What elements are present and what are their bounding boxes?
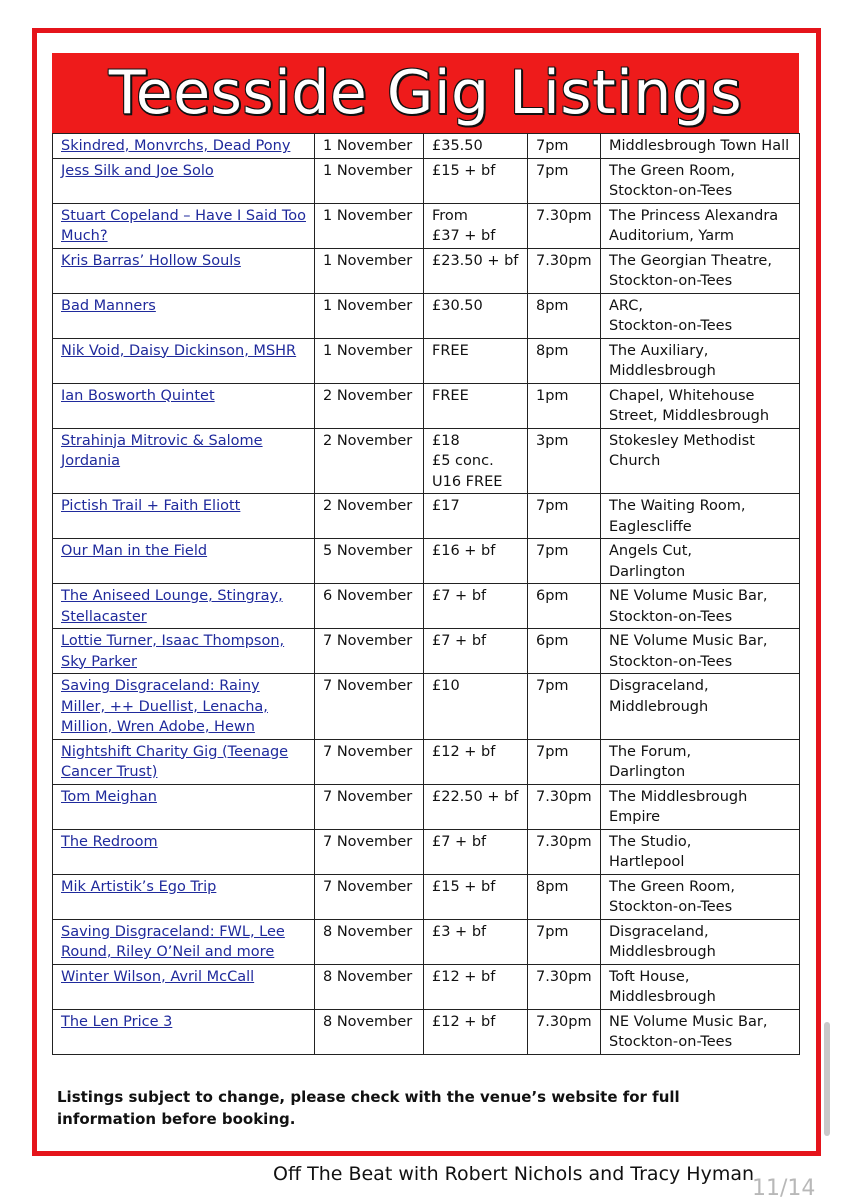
gig-time: 7.30pm — [536, 1013, 592, 1030]
gig-price-cell — [424, 383, 528, 428]
gig-date-cell — [315, 539, 424, 584]
gig-price: £12 + bf — [432, 968, 496, 985]
gig-price-cell — [424, 784, 528, 829]
gig-venue-cell — [601, 203, 800, 248]
title-banner — [52, 53, 799, 133]
gig-time-cell — [528, 629, 601, 674]
gig-venue: The Middlesbrough Empire — [609, 788, 748, 825]
table-row — [53, 494, 800, 539]
gig-venue-cell — [601, 964, 800, 1009]
gig-price: £17 — [432, 498, 460, 514]
gig-act-cell — [53, 203, 315, 248]
table-row — [53, 784, 800, 829]
gig-price-cell — [424, 739, 528, 784]
gig-price: £18 £5 conc. U16 FREE — [432, 432, 503, 490]
gig-act-cell — [53, 494, 315, 539]
gig-time: 3pm — [536, 432, 569, 449]
gig-time: 7pm — [536, 923, 569, 940]
gig-venue: Stokesley Methodist Church — [609, 432, 755, 469]
gig-act-cell — [53, 919, 315, 964]
gig-date-cell — [315, 674, 424, 740]
gig-price-cell — [424, 428, 528, 494]
gig-venue: The Green Room, Stockton-on-Tees — [609, 878, 735, 915]
gig-price-cell — [424, 293, 528, 338]
gig-venue: Angels Cut, Darlington — [609, 543, 693, 580]
gig-date-cell — [315, 428, 424, 494]
table-row — [53, 874, 800, 919]
gig-date: 6 November — [323, 588, 413, 604]
gig-act-cell — [53, 248, 315, 293]
gig-venue-cell — [601, 629, 800, 674]
gig-act-cell — [53, 134, 315, 159]
page-number: 11/14 — [752, 1176, 816, 1200]
gig-venue-cell — [601, 584, 800, 629]
gig-date: 1 November — [323, 297, 413, 314]
gig-date-cell — [315, 829, 424, 874]
gig-date: 7 November — [323, 633, 413, 649]
gig-date: 1 November — [323, 162, 413, 179]
gig-venue: The Waiting Room, Eaglescliffe — [609, 498, 746, 535]
gig-venue: Toft House, Middlesbrough — [609, 968, 716, 1005]
gig-venue-cell — [601, 383, 800, 428]
gig-time-cell — [528, 248, 601, 293]
gig-date-cell — [315, 1009, 424, 1054]
gig-venue: The Green Room, Stockton-on-Tees — [609, 162, 735, 199]
gig-date: 2 November — [323, 432, 413, 449]
gig-date-cell — [315, 383, 424, 428]
gig-table-body — [53, 134, 800, 1055]
gig-time-cell — [528, 584, 601, 629]
gig-time-cell — [528, 919, 601, 964]
gig-date: 7 November — [323, 788, 413, 805]
gig-act-link[interactable]: Tom Meighan — [61, 788, 157, 805]
gig-time: 7pm — [536, 138, 569, 154]
gig-time: 8pm — [536, 342, 569, 359]
gig-time-cell — [528, 494, 601, 539]
table-row — [53, 584, 800, 629]
gig-price-cell — [424, 874, 528, 919]
gig-price: From £37 + bf — [432, 207, 496, 244]
gig-venue: NE Volume Music Bar, Stockton-on-Tees — [609, 588, 768, 625]
gig-venue: The Forum, Darlington — [609, 743, 692, 780]
gig-time-cell — [528, 874, 601, 919]
gig-act-cell — [53, 539, 315, 584]
table-row — [53, 1009, 800, 1054]
gig-time-cell — [528, 964, 601, 1009]
table-row — [53, 829, 800, 874]
gig-act-cell — [53, 428, 315, 494]
gig-price-cell — [424, 829, 528, 874]
gig-act-link[interactable]: Ian Bosworth Quintet — [61, 387, 215, 404]
gig-venue-cell — [601, 784, 800, 829]
gig-date: 1 November — [323, 252, 413, 269]
gig-act-cell — [53, 293, 315, 338]
gig-price-cell — [424, 248, 528, 293]
gig-time-cell — [528, 383, 601, 428]
gig-date: 5 November — [323, 543, 413, 559]
gig-act-link[interactable]: Lottie Turner, Isaac Thompson, Sky Parker — [61, 633, 285, 670]
gig-time: 7pm — [536, 162, 569, 179]
footer-credit: Off The Beat with Robert Nichols and Tracy Hyman — [273, 1163, 755, 1185]
gig-price: £15 + bf — [432, 878, 496, 895]
gig-date-cell — [315, 919, 424, 964]
gig-date-cell — [315, 739, 424, 784]
table-row — [53, 383, 800, 428]
gig-price-cell — [424, 1009, 528, 1054]
gig-act-link[interactable]: The Aniseed Lounge, Stingray, Stellacaster — [61, 588, 283, 625]
gig-time-cell — [528, 739, 601, 784]
gig-act-cell — [53, 629, 315, 674]
gig-venue: Chapel, Whitehouse Street, Middlesbrough — [609, 387, 770, 424]
gig-date: 8 November — [323, 968, 413, 985]
gig-act-cell — [53, 1009, 315, 1054]
gig-act-link[interactable]: The Len Price 3 — [61, 1013, 173, 1030]
table-row — [53, 293, 800, 338]
gig-venue-cell — [601, 919, 800, 964]
gig-act-link[interactable]: Saving Disgraceland: Rainy Miller, ++ Duellist, Lenacha, Million, Wren Adobe, Hewn — [61, 678, 268, 735]
gig-price-cell — [424, 158, 528, 203]
gig-time-cell — [528, 539, 601, 584]
gig-date: 8 November — [323, 1013, 413, 1030]
gig-price: £10 — [432, 678, 460, 694]
gig-venue: The Auxiliary, Middlesbrough — [609, 342, 716, 379]
gig-time: 7.30pm — [536, 968, 592, 985]
gig-date: 7 November — [323, 678, 413, 694]
gig-time-cell — [528, 829, 601, 874]
gig-venue-cell — [601, 293, 800, 338]
gig-time: 7pm — [536, 743, 569, 760]
gig-venue: Disgraceland, Middlebrough — [609, 678, 709, 715]
gig-venue: ARC, Stockton-on-Tees — [609, 297, 733, 334]
gig-venue: Disgraceland, Middlesbrough — [609, 923, 716, 960]
gig-act-link[interactable]: Nik Void, Daisy Dickinson, MSHR — [61, 342, 297, 359]
gig-time: 7pm — [536, 498, 569, 514]
gig-time-cell — [528, 1009, 601, 1054]
gig-venue-cell — [601, 494, 800, 539]
gig-act-link[interactable]: Stuart Copeland – Have I Said Too Much? — [61, 207, 306, 244]
gig-act-cell — [53, 383, 315, 428]
gig-venue-cell — [601, 158, 800, 203]
disclaimer: Listings subject to change, please check with the venue’s website for full information before booking. — [57, 1088, 680, 1128]
gig-date-cell — [315, 293, 424, 338]
gig-venue-cell — [601, 874, 800, 919]
gig-act-link[interactable]: Pictish Trail + Faith Eliott — [61, 498, 241, 514]
gig-act-cell — [53, 674, 315, 740]
gig-time: 7.30pm — [536, 788, 592, 805]
gig-price-cell — [424, 584, 528, 629]
gig-date: 2 November — [323, 498, 413, 514]
gig-price: £7 + bf — [432, 588, 487, 604]
gig-venue: The Princess Alexandra Auditorium, Yarm — [609, 207, 779, 244]
gig-act-link[interactable]: Bad Manners — [61, 297, 156, 314]
gig-time: 8pm — [536, 878, 569, 895]
table-row — [53, 629, 800, 674]
table-row — [53, 134, 800, 159]
gig-venue: The Georgian Theatre, Stockton-on-Tees — [609, 252, 772, 289]
gig-venue-cell — [601, 674, 800, 740]
gig-time: 6pm — [536, 633, 569, 649]
gig-venue: NE Volume Music Bar, Stockton-on-Tees — [609, 1013, 768, 1050]
gig-date: 1 November — [323, 207, 413, 224]
gig-act-link[interactable]: Strahinja Mitrovic & Salome Jordania — [61, 432, 263, 469]
gig-act-link[interactable]: Saving Disgraceland: FWL, Lee Round, Riley O’Neil and more — [61, 923, 285, 960]
gig-venue-cell — [601, 539, 800, 584]
gig-price: £3 + bf — [432, 923, 487, 940]
gig-price: £12 + bf — [432, 743, 496, 760]
gig-act-cell — [53, 784, 315, 829]
gig-date-cell — [315, 134, 424, 159]
table-row — [53, 739, 800, 784]
gig-price-cell — [424, 964, 528, 1009]
table-row — [53, 919, 800, 964]
gig-act-cell — [53, 338, 315, 383]
gig-act-link[interactable]: Skindred, Monvrchs, Dead Pony — [61, 138, 291, 154]
gig-price-cell — [424, 674, 528, 740]
gig-date: 1 November — [323, 342, 413, 359]
gig-table — [52, 133, 800, 1055]
gig-date: 1 November — [323, 138, 413, 154]
gig-act-link[interactable]: The Redroom — [61, 833, 158, 850]
gig-time: 1pm — [536, 387, 569, 404]
gig-act-link[interactable]: Our Man in the Field — [61, 543, 208, 559]
gig-venue-cell — [601, 428, 800, 494]
gig-date-cell — [315, 203, 424, 248]
gig-date: 7 November — [323, 743, 413, 760]
gig-time-cell — [528, 293, 601, 338]
gig-price-cell — [424, 134, 528, 159]
gig-price-cell — [424, 494, 528, 539]
gig-time: 7.30pm — [536, 252, 592, 269]
gig-price: FREE — [432, 387, 469, 404]
gig-act-cell — [53, 964, 315, 1009]
gig-act-link[interactable]: Jess Silk and Joe Solo — [61, 162, 214, 179]
gig-act-link[interactable]: Winter Wilson, Avril McCall — [61, 968, 255, 985]
gig-date-cell — [315, 964, 424, 1009]
gig-price: £35.50 — [432, 138, 483, 154]
gig-venue-cell — [601, 248, 800, 293]
gig-date-cell — [315, 338, 424, 383]
gig-price: £7 + bf — [432, 833, 487, 850]
gig-price: £30.50 — [432, 297, 483, 314]
gig-time-cell — [528, 674, 601, 740]
gig-date: 7 November — [323, 833, 413, 850]
gig-time: 7pm — [536, 543, 569, 559]
gig-time-cell — [528, 158, 601, 203]
table-row — [53, 964, 800, 1009]
gig-act-cell — [53, 158, 315, 203]
gig-price: £12 + bf — [432, 1013, 496, 1030]
table-row — [53, 248, 800, 293]
gig-date: 8 November — [323, 923, 413, 940]
gig-price: FREE — [432, 342, 469, 359]
gig-time: 6pm — [536, 588, 569, 604]
gig-price: £7 + bf — [432, 633, 487, 649]
gig-date-cell — [315, 784, 424, 829]
gig-date-cell — [315, 158, 424, 203]
gig-price-cell — [424, 629, 528, 674]
gig-act-cell — [53, 739, 315, 784]
gig-act-cell — [53, 829, 315, 874]
table-row — [53, 539, 800, 584]
table-row — [53, 158, 800, 203]
gig-price-cell — [424, 919, 528, 964]
gig-date-cell — [315, 584, 424, 629]
gig-venue: The Studio, Hartlepool — [609, 833, 692, 870]
gig-venue-cell — [601, 829, 800, 874]
gig-price: £15 + bf — [432, 162, 496, 179]
table-row — [53, 203, 800, 248]
gig-act-link[interactable]: Mik Artistik’s Ego Trip — [61, 878, 217, 895]
gig-price-cell — [424, 203, 528, 248]
gig-venue-cell — [601, 338, 800, 383]
gig-venue-cell — [601, 1009, 800, 1054]
gig-price: £16 + bf — [432, 543, 496, 559]
gig-date-cell — [315, 629, 424, 674]
table-row — [53, 674, 800, 740]
gig-price-cell — [424, 338, 528, 383]
table-row — [53, 338, 800, 383]
gig-price: £22.50 + bf — [432, 788, 519, 805]
gig-time: 7.30pm — [536, 833, 592, 850]
scrollbar[interactable] — [824, 1022, 830, 1136]
page-title: Teesside Gig Listings — [108, 58, 743, 128]
gig-act-link[interactable]: Kris Barras’ Hollow Souls — [61, 252, 241, 269]
gig-price-cell — [424, 539, 528, 584]
gig-venue-cell — [601, 134, 800, 159]
gig-act-cell — [53, 874, 315, 919]
gig-act-link[interactable]: Nightshift Charity Gig (Teenage Cancer Trust) — [61, 743, 289, 780]
gig-date-cell — [315, 248, 424, 293]
gig-price: £23.50 + bf — [432, 252, 519, 269]
gig-time: 7pm — [536, 678, 569, 694]
gig-time-cell — [528, 134, 601, 159]
gig-time-cell — [528, 784, 601, 829]
gig-time: 7.30pm — [536, 207, 592, 224]
gig-date: 2 November — [323, 387, 413, 404]
gig-time-cell — [528, 428, 601, 494]
gig-venue: Middlesbrough Town Hall — [609, 138, 790, 154]
gig-time-cell — [528, 203, 601, 248]
gig-venue: NE Volume Music Bar, Stockton-on-Tees — [609, 633, 768, 670]
gig-venue-cell — [601, 739, 800, 784]
table-row — [53, 428, 800, 494]
gig-date-cell — [315, 874, 424, 919]
gig-date-cell — [315, 494, 424, 539]
gig-time-cell — [528, 338, 601, 383]
gig-act-cell — [53, 584, 315, 629]
gig-time: 8pm — [536, 297, 569, 314]
gig-date: 7 November — [323, 878, 413, 895]
